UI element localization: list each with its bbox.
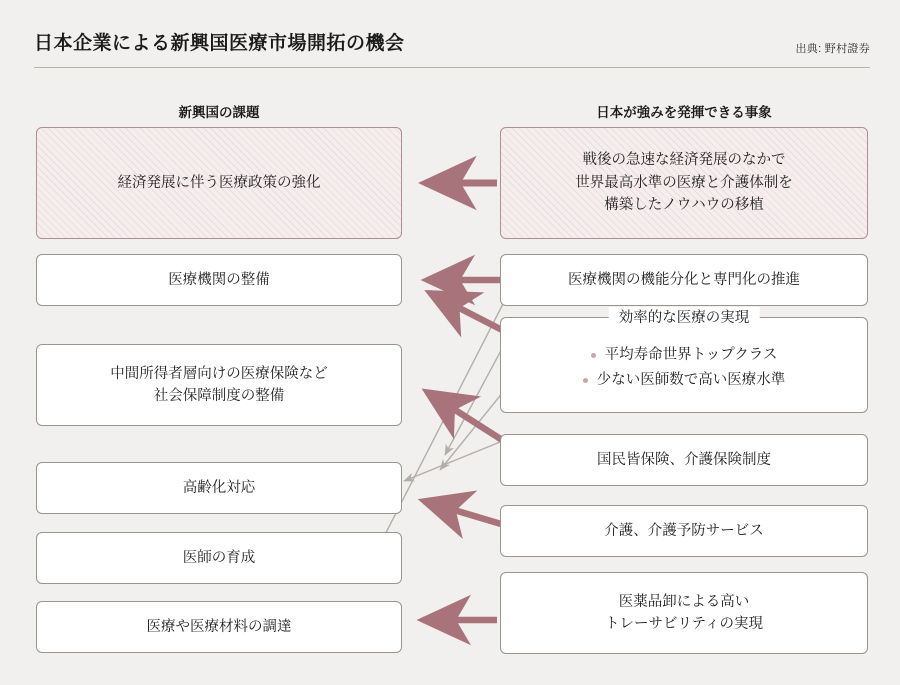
node-right-efficient-legend: 効率的な医療の実現 — [609, 307, 760, 329]
column-heading-challenges: 新興国の課題 — [178, 105, 260, 120]
node-left-procurement-label: 医療や医療材料の調達 — [146, 618, 292, 635]
node-left-insurance[interactable] — [36, 344, 402, 426]
node-right-care-label: 介護、介護予防サービス — [604, 522, 764, 539]
column-heading-strengths: 日本が強みを発揮できる事象 — [596, 105, 772, 120]
header — [34, 26, 870, 68]
node-right-functional[interactable] — [500, 254, 868, 306]
node-right-postwar-line2: 世界最高水準の医療と介護体制を — [575, 174, 793, 191]
node-right-postwar-line1: 戦後の急速な経済発展のなかで — [582, 152, 786, 169]
node-right-traceability-line1: 医薬品卸による高い — [618, 593, 750, 610]
list-item: 少ない医師数で高い医療水準 — [583, 369, 786, 392]
node-left-policy-label: 経済発展に伴う医療政策の強化 — [117, 174, 321, 191]
node-right-postwar-line3: 構築したノウハウの移植 — [604, 197, 764, 214]
node-right-efficient[interactable] — [500, 310, 868, 413]
node-left-doctors-label: 医師の育成 — [182, 549, 256, 566]
node-right-functional-label: 医療機関の機能分化と専門化の推進 — [568, 271, 800, 288]
node-left-insurance-line2: 社会保障制度の整備 — [153, 388, 285, 404]
node-left-aging-label: 高齢化対応 — [182, 479, 256, 496]
node-left-institutions-label: 医療機関の整備 — [168, 271, 270, 288]
node-right-traceability-line2: トレーサビリティの実現 — [604, 616, 764, 632]
source-label: 出典: 野村證券 — [795, 43, 870, 55]
node-left-policy[interactable] — [36, 127, 402, 239]
node-left-institutions[interactable] — [36, 254, 402, 306]
node-right-universal-label: 国民皆保険、介護保険制度 — [597, 451, 771, 468]
node-left-procurement[interactable] — [36, 601, 402, 653]
page-title: 日本企業による新興国医療市場開拓の機会 — [34, 33, 405, 54]
list-item: 平均寿命世界トップクラス — [591, 344, 778, 367]
node-right-postwar[interactable] — [500, 127, 868, 239]
node-right-traceability[interactable] — [500, 572, 868, 654]
node-right-universal[interactable] — [500, 434, 868, 486]
node-left-aging[interactable] — [36, 462, 402, 514]
node-right-care[interactable] — [500, 505, 868, 557]
node-left-doctors[interactable] — [36, 532, 402, 584]
node-left-insurance-line1: 中間所得者層向けの医療保険など — [110, 365, 328, 382]
